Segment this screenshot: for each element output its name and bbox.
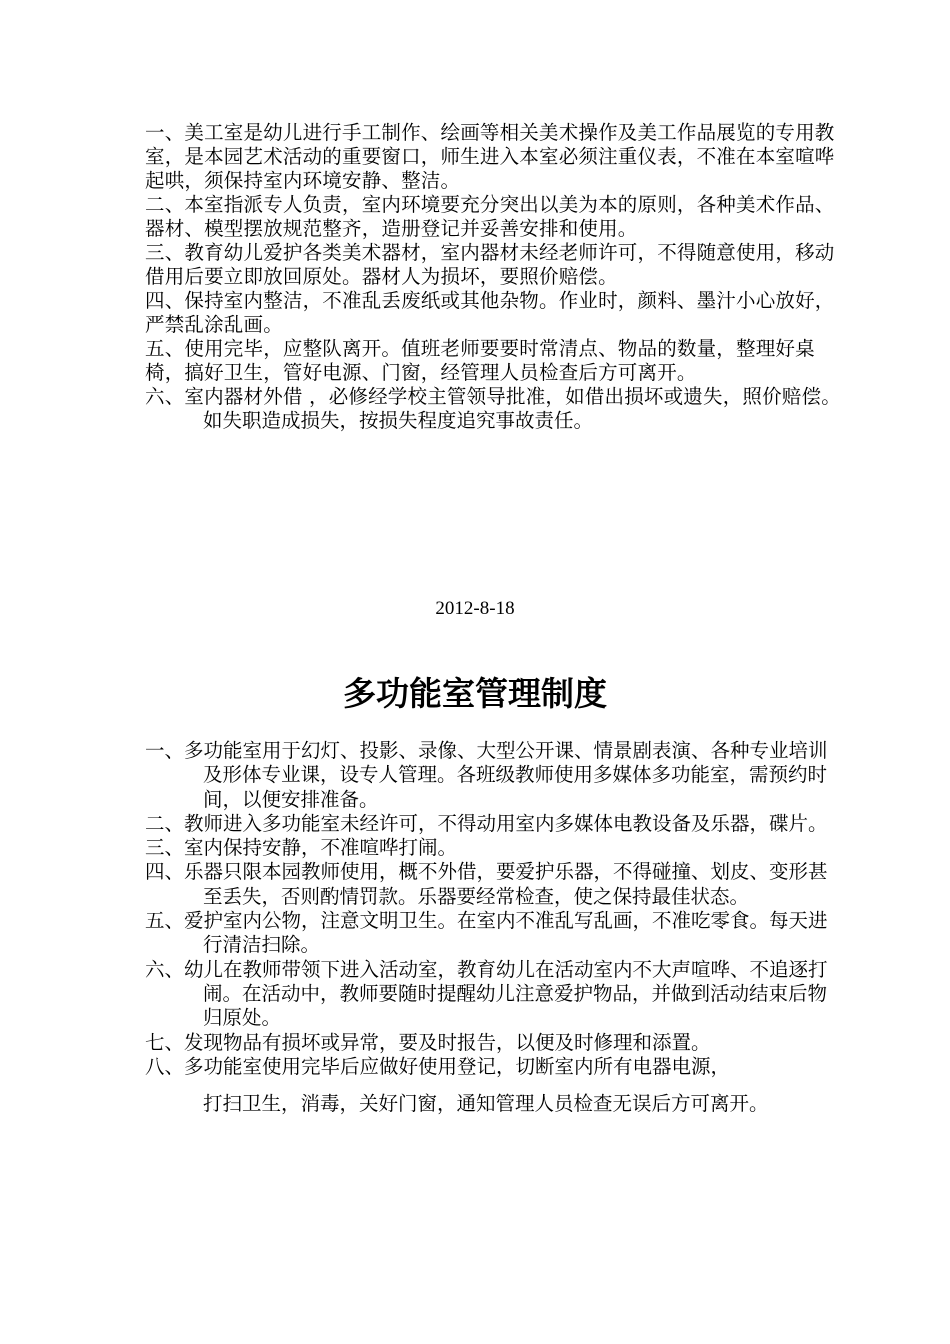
rule-item: 三、教育幼儿爱护各类美术器材，室内器材未经老师许可，不得随意使用，移动借用后要立即放回原处。器材人为损坏，要照价赔偿。 xyxy=(145,241,835,288)
rule-item: 三、室内保持安静，不准喧哗打闹。 xyxy=(145,836,458,860)
document-date: 2012-8-18 xyxy=(435,598,515,619)
rule-item: 五、使用完毕，应整队离开。值班老师要要时常清点、物品的数量，整理好桌椅，搞好卫生，管好电源、门窗，经管理人员检查后方可离开。 xyxy=(145,337,815,384)
rule-item: 六、幼儿在教师带领下进入活动室，教育幼儿在活动室内不大声喧哗、不追逐打闹。在活动中，教师要随时提醒幼儿注意爱护物品，并做到活动结束后物归原处。 xyxy=(145,957,828,1030)
rule-item: 一、多功能室用于幻灯、投影、录像、大型公开课、情景剧表演、各种专业培训及形体专业课，设专人管理。各班级教师使用多媒体多功能室，需预约时间，以便安排准备。 xyxy=(145,739,828,811)
rule-item: 一、美工室是幼儿进行手工制作、绘画等相关美术操作及美工作品展览的专用教室，是本园艺术活动的重要窗口，师生进入本室必须注重仪表，不准在本室喧哗起哄，须保持室内环境安静、整洁。 xyxy=(145,121,835,192)
rule-item: 二、教师进入多功能室未经许可，不得动用室内多媒体电教设备及乐器，碟片。 xyxy=(145,811,828,835)
rule-item: 二、本室指派专人负责，室内环境要充分突出以美为本的原则，各种美术作品、器材、模型摆放规范整齐，造册登记并妥善安排和使用。 xyxy=(145,193,835,240)
rule-item: 四、保持室内整洁，不准乱丢废纸或其他杂物。作业时，颜料、墨汁小心放好，严禁乱涂乱画。 xyxy=(145,289,835,336)
closing-statement: 如失职造成损失，按损失程度追究事故责任。 xyxy=(203,409,594,432)
multifunction-room-rules xyxy=(145,739,835,1116)
rule-item: 七、发现物品有损坏或异常，要及时报告，以便及时修理和添置。 xyxy=(145,1030,711,1054)
rule-item: 六、室内器材外借 ，必修经学校主管领导批准，如借出损坏或遗失，照价赔偿。 xyxy=(145,385,841,408)
rule-item-continuation: 打扫卫生，消毒，关好门窗，通知管理人员检查无误后方可离开。 xyxy=(203,1092,769,1116)
page-title: 多功能室管理制度 xyxy=(343,674,607,713)
rule-item: 五、爱护室内公物，注意文明卫生。在室内不准乱写乱画，不准吃零食。每天进行清洁扫除。 xyxy=(145,909,828,957)
rule-item: 八、多功能室使用完毕后应做好使用登记，切断室内所有电器电源， xyxy=(145,1054,731,1078)
rule-item: 四、乐器只限本园教师使用，概不外借，要爱护乐器，不得碰撞、划皮、变形甚至丢失，否则酌情罚款。乐器要经常检查，使之保持最佳状态。 xyxy=(145,860,828,908)
art-room-rules xyxy=(145,121,845,433)
